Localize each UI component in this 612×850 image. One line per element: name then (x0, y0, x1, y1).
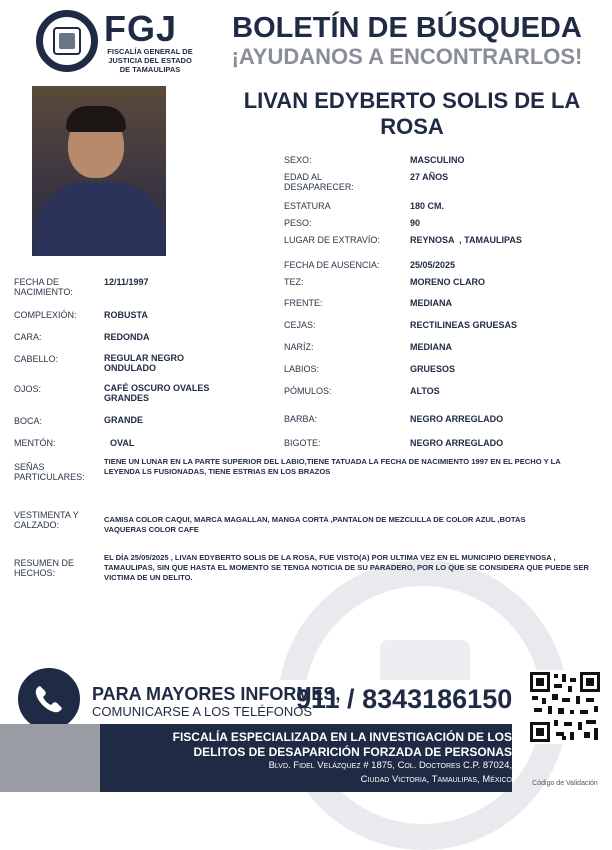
cejas-value: RECTILINEAS GRUESAS (410, 320, 518, 330)
bulletin-title: BOLETÍN DE BÚSQUEDA (232, 12, 582, 44)
nacimiento-label: FECHA DE NACIMIENTO: (14, 277, 73, 297)
edad-value: 27 AÑOS (410, 172, 449, 182)
cabello-label: CABELLO: (14, 354, 59, 364)
fiscalia-line-2: DELITOS DE DESAPARICIÓN FORZADA DE PERSONAS (193, 745, 512, 759)
boca-label: BOCA: (14, 416, 43, 426)
resumen-label: RESUMEN DE HECHOS: (14, 558, 75, 578)
logo-subtitle: FISCALÍA GENERAL DE JUSTICIA DEL ESTADO DE TAMAULIPAS (107, 47, 193, 74)
labios-label: LABIOS: (284, 364, 320, 374)
footer-grey-strip (0, 724, 100, 792)
frente-label: FRENTE: (284, 298, 323, 308)
comunicar-text: COMUNICARSE A LOS TELÉFONOS (92, 704, 313, 719)
fgj-seal-icon (36, 10, 98, 72)
person-photo (32, 86, 166, 256)
menton-label: MENTÓN: (14, 438, 56, 448)
menton-value: OVAL (110, 438, 135, 448)
labios-value: GRUESOS (410, 364, 456, 374)
complexion-label: COMPLEXIÓN: (14, 310, 77, 320)
qr-caption: Código de Validación (532, 780, 598, 787)
cejas-label: CEJAS: (284, 320, 316, 330)
nariz-label: NARÍZ: (284, 342, 314, 352)
estatura-value: 180 CM. (410, 201, 445, 211)
edad-label: EDAD AL DESAPARECER: (284, 172, 354, 192)
phone-number[interactable]: 911 / 8343186150 (296, 684, 513, 714)
nariz-value: MEDIANA (410, 342, 452, 352)
tez-label: TEZ: (284, 277, 304, 287)
estatura-label: ESTATURA (284, 201, 331, 211)
vestimenta-value: CAMISA COLOR CAQUI, MARCA MAGALLAN, MANGA CORTA ,PANTALON DE MEZCLILLA DE COLOR AZUL ,BOTAS VAQUERAS COLOR CAFE (104, 515, 526, 534)
fecha-ausencia-value: 25/05/2025 (410, 260, 456, 270)
ojos-label: OJOS: (14, 384, 42, 394)
logo-text: FGJ (104, 8, 178, 49)
cara-label: CARA: (14, 332, 42, 342)
bigote-value: NEGRO ARREGLADO (410, 438, 504, 448)
bigote-label: BIGOTE: (284, 438, 321, 448)
pomulos-value: ALTOS (410, 386, 440, 396)
pomulos-label: PÓMULOS: (284, 386, 332, 396)
sexo-label: SEXO: (284, 155, 312, 165)
complexion-value: ROBUSTA (104, 310, 148, 320)
person-name: LIVAN EDYBERTO SOLIS DE LA ROSA (243, 88, 581, 139)
fecha-ausencia-label: FECHA DE AUSENCIA: (284, 260, 380, 270)
barba-label: BARBA: (284, 414, 318, 424)
senas-label: SEÑAS PARTICULARES: (14, 462, 85, 482)
peso-value: 90 (410, 218, 421, 228)
lugar-value: REYNOSA , TAMAULIPAS (410, 235, 522, 245)
lugar-label: LUGAR DE EXTRAVÍO: (284, 235, 380, 245)
nacimiento-value: 12/11/1997 (104, 277, 149, 287)
vestimenta-label: VESTIMENTA Y CALZADO: (14, 510, 79, 530)
tez-value: MORENO CLARO (410, 277, 485, 287)
senas-value: TIENE UN LUNAR EN LA PARTE SUPERIOR DEL LABIO,TIENE TATUADA LA FECHA DE NACIMIENTO 1997 EN EL PECHO Y LA LEYENDA LS FUSIONADAS, TIENE ESTRIAS EN LOS BRAZOS (104, 457, 561, 476)
address-line-2: Ciudad Victoria, Tamaulipas, México (360, 774, 512, 785)
ojos-value: CAFÉ OSCURO OVALES GRANDES (104, 383, 210, 403)
peso-label: PESO: (284, 218, 312, 228)
cabello-value: REGULAR NEGRO ONDULADO (104, 353, 185, 373)
boca-value: GRANDE (104, 415, 144, 425)
barba-value: NEGRO ARREGLADO (410, 414, 504, 424)
bulletin-subtitle: ¡AYUDANOS A ENCONTRARLOS! (231, 44, 583, 69)
informes-text: PARA MAYORES INFORMES, (92, 684, 341, 704)
sexo-value: MASCULINO (410, 155, 465, 165)
fiscalia-line-1: FISCALÍA ESPECIALIZADA EN LA INVESTIGACIÓN DE LOS (172, 730, 512, 744)
frente-value: MEDIANA (410, 298, 452, 308)
resumen-value: EL DÍA 25/05/2025 , LIVAN EDYBERTO SOLIS DE LA ROSA, FUE VISTO(A) POR ULTIMA VEZ EN EL MUNICIPIO DEREYNOSA , TAMAULIPAS, SIN QUE HASTA EL MOMENTO SE TENGA NOTICIA DE SU PARADERO, POR LO QUE SE CONSIDERA QUE PUEDE SER VICTIMA DE UN DELITO. (104, 553, 589, 582)
address-line-1: Blvd. Fidel Velázquez # 1875, Col. Doctores C.P. 87024, (268, 760, 512, 771)
cara-value: REDONDA (104, 332, 150, 342)
qr-code-icon[interactable] (528, 670, 602, 744)
